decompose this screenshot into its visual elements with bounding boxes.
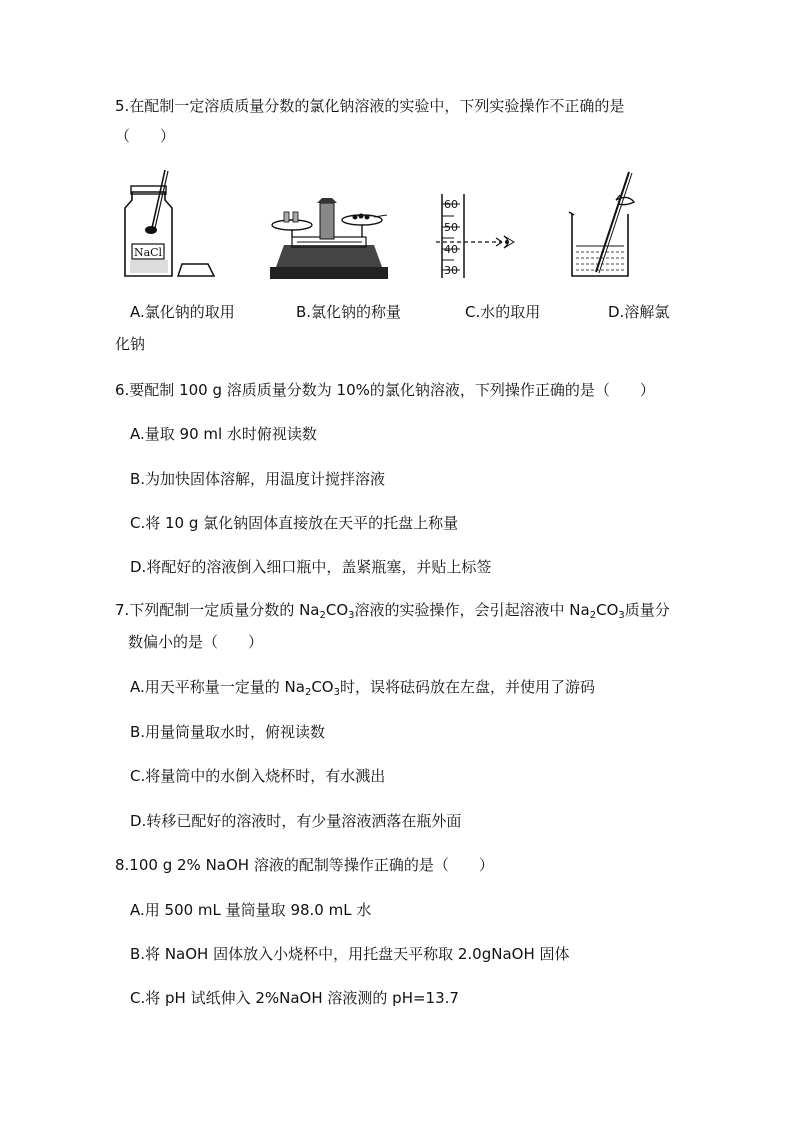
q6-stem: 6.要配制 100 g 溶质质量分数为 10%的氯化钠溶液，下列操作正确的是（ ）: [115, 381, 655, 399]
q5-stem: 5.在配制一定溶质质量分数的氯化钠溶液的实验中，下列实验操作不正确的是: [115, 97, 625, 115]
cyl-tick-30: 30: [444, 264, 458, 277]
figure-d-beaker-stirring: [566, 168, 646, 283]
q7-option-b: B.用量筒量取水时，俯视读数: [130, 723, 326, 741]
figure-a-reagent-bottle: [110, 168, 220, 283]
q5-option-d: D.溶解氯: [608, 303, 670, 321]
q7-stem-continued: 数偏小的是（ ）: [128, 633, 264, 651]
q6-option-b: B.为加快固体溶解，用温度计搅拌溶液: [130, 470, 386, 488]
q5-answer-paren: （ ）: [115, 127, 176, 145]
q8-option-a: A.用 500 mL 量筒量取 98.0 mL 水: [130, 901, 372, 919]
q6-option-c: C.将 10 g 氯化钠固体直接放在天平的托盘上称量: [130, 514, 459, 532]
q8-option-b: B.将 NaOH 固体放入小烧杯中，用托盘天平称取 2.0gNaOH 固体: [130, 945, 570, 963]
q8-option-c: C.将 pH 试纸伸入 2%NaOH 溶液测的 pH=13.7: [130, 989, 459, 1007]
q5-option-c: C.水的取用: [465, 303, 541, 321]
q7-stem: 7.下列配制一定质量分数的 $Na_2CO_3$溶液的实验操作，会引起溶液中 $Na_2CO_3$质量分: [115, 601, 670, 621]
q7-option-c: C.将量筒中的水倒入烧杯时，有水溅出: [130, 767, 386, 785]
figure-c-graduated-cylinder: [436, 192, 526, 282]
q6-option-d: D.将配好的溶液倒入细口瓶中，盖紧瓶塞，并贴上标签: [130, 558, 492, 576]
q7-option-d: D.转移已配好的溶液时，有少量溶液洒落在瓶外面: [130, 812, 462, 830]
figure-b-balance: [262, 195, 392, 285]
q5-option-d-continued: 化钠: [115, 335, 146, 353]
cyl-tick-50: 50: [444, 221, 458, 234]
q8-stem: 8.100 g 2% NaOH 溶液的配制等操作正确的是（ ）: [115, 856, 494, 874]
q7-option-a: A.用天平称量一定量的 $Na_2CO_3$时，误将砝码放在左盘，并使用了游码: [130, 678, 595, 698]
nacl-label: NaCl: [133, 246, 163, 259]
cyl-tick-40: 40: [444, 243, 458, 256]
q6-option-a: A.量取 90 ml 水时俯视读数: [130, 425, 317, 443]
cyl-tick-60: 60: [444, 198, 458, 211]
q5-option-b: B.氯化钠的称量: [296, 303, 402, 321]
q5-option-a: A.氯化钠的取用: [130, 303, 235, 321]
